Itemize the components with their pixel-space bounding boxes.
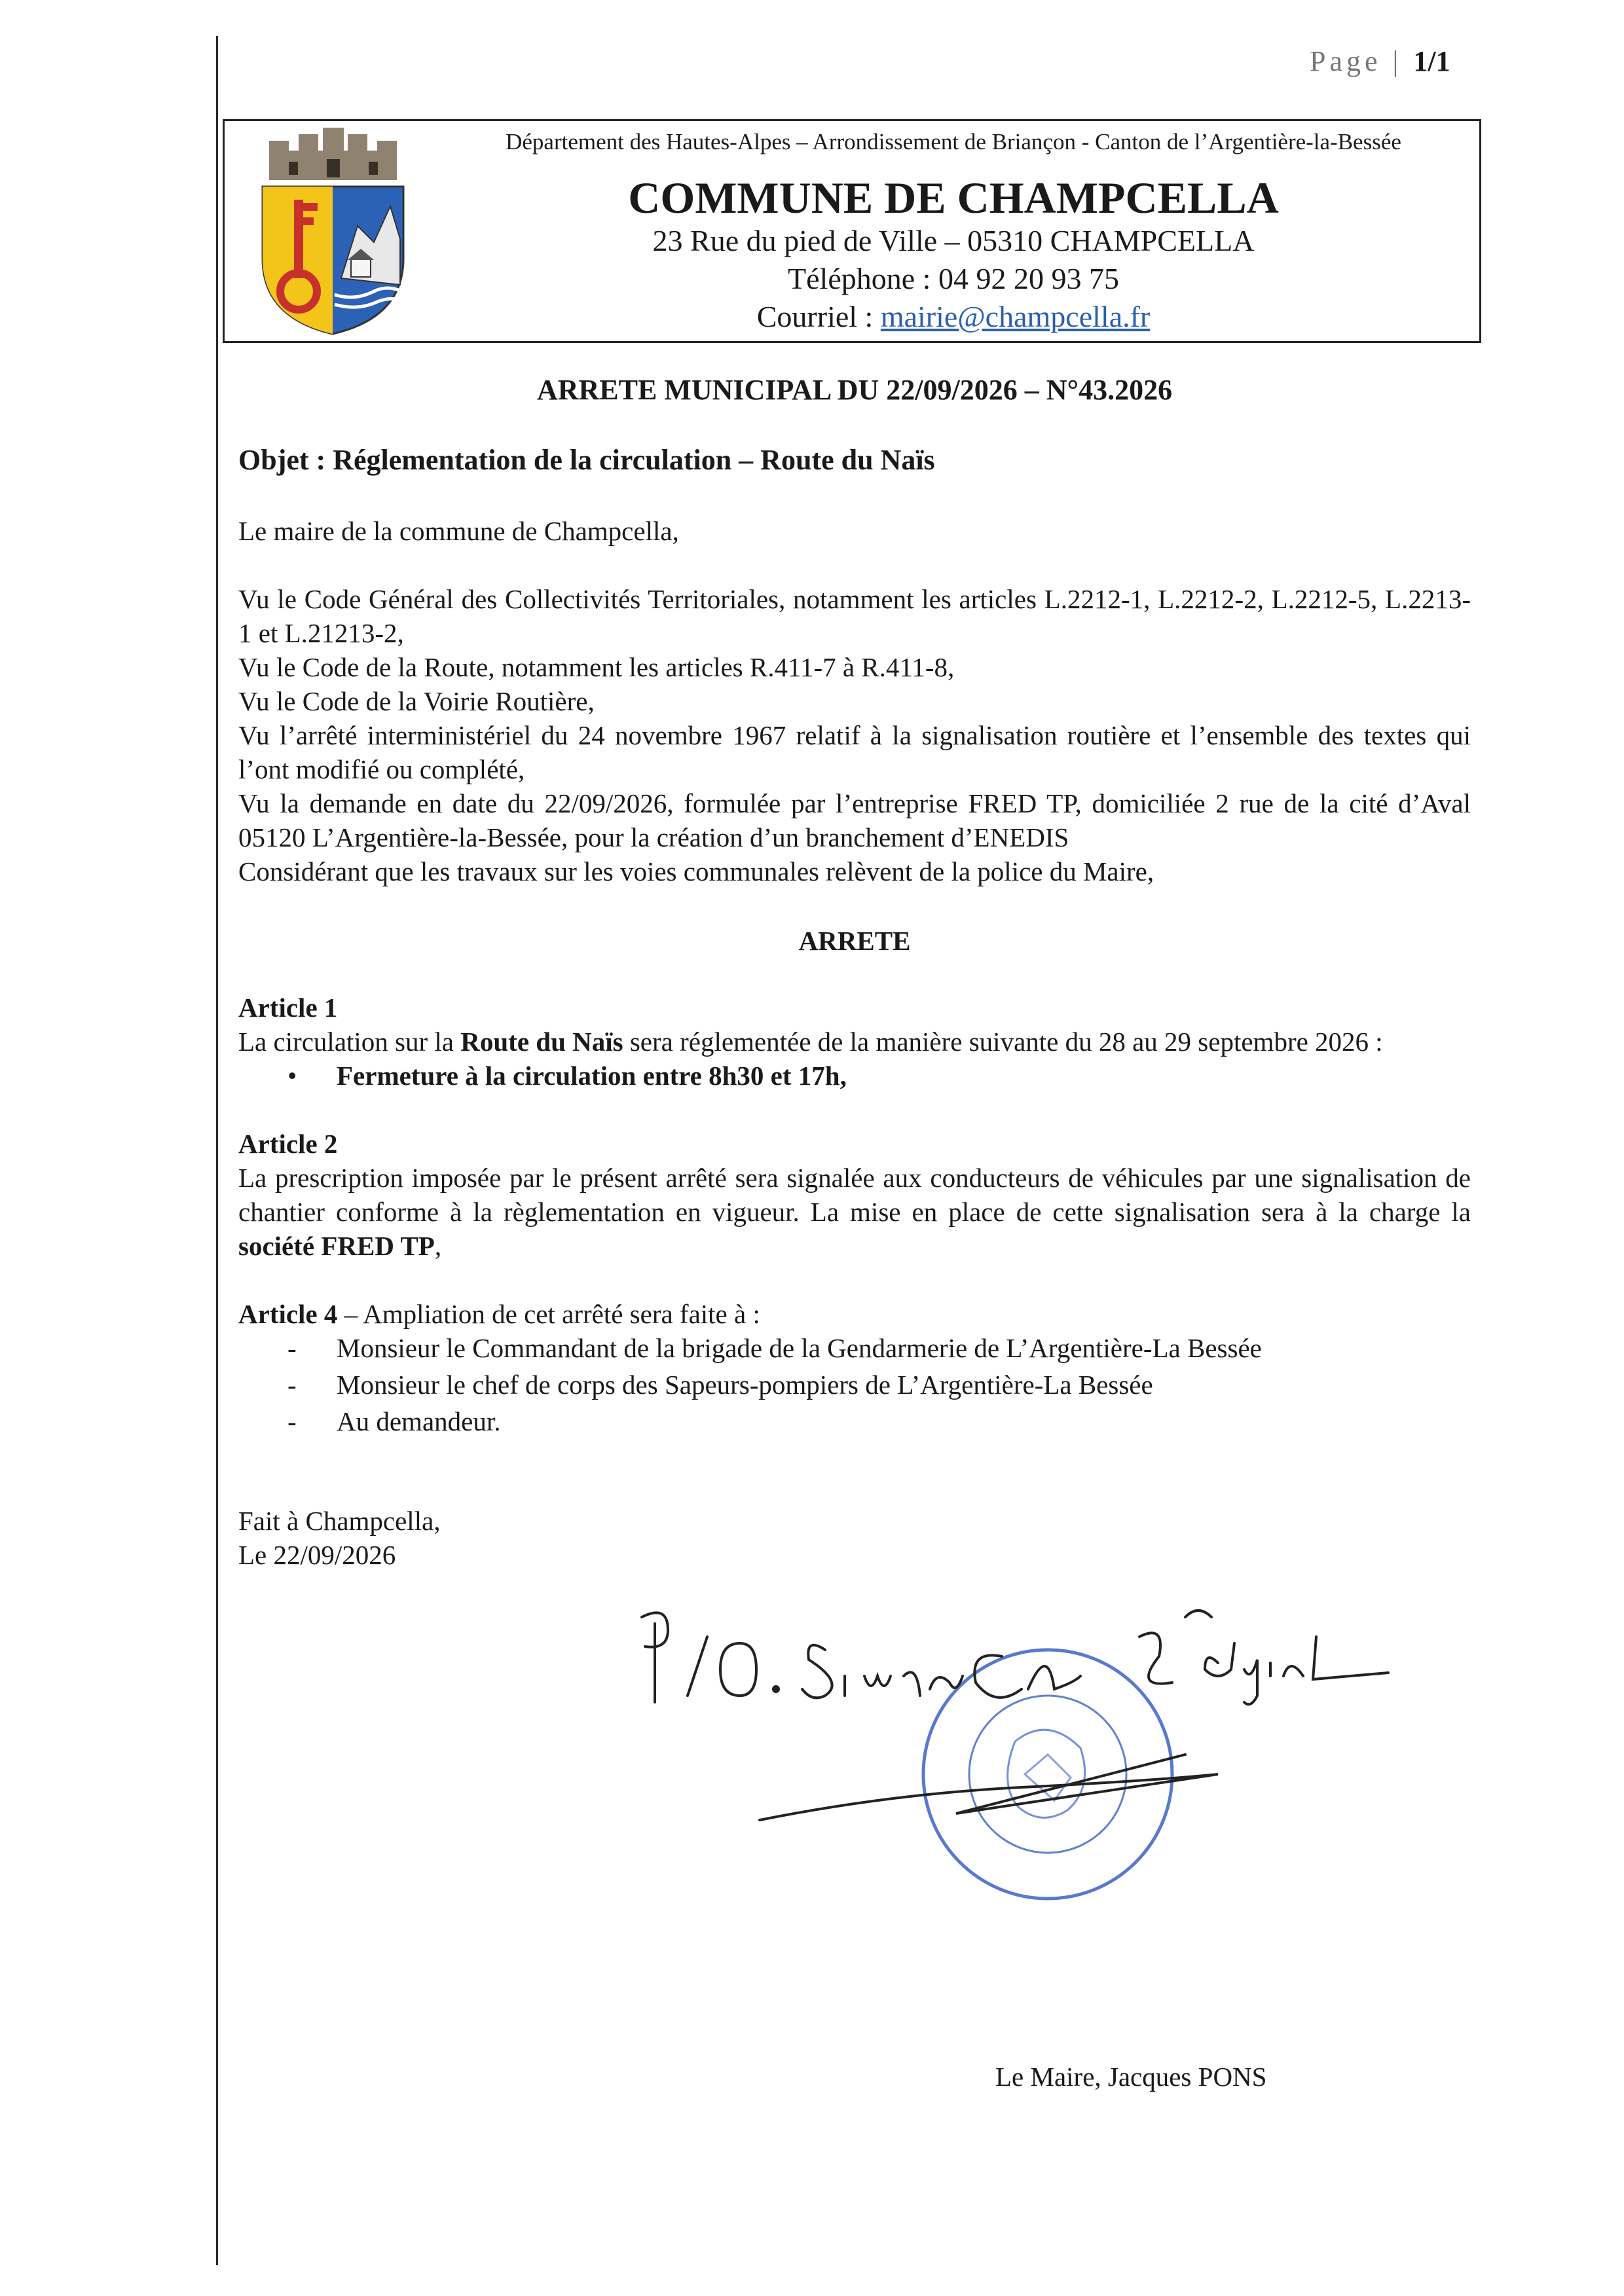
phone-line [428, 260, 1479, 298]
signature-date: Le 22/09/2026 [238, 1540, 396, 1570]
margin-line [216, 36, 218, 2265]
recipient-1: Monsieur le Commandant de la brigade de la Gendarmerie de L’Argentière-La Bessée [337, 1333, 1262, 1363]
article-4-title: Article 4 [238, 1299, 338, 1329]
considerant-1: Vu le Code Général des Collectivités Territoriales, notamment les articles L.2212-1, L.2212-2, L.2212-5, L.2213-1 et L.21213-2, [238, 584, 1471, 648]
considerants [238, 582, 1471, 888]
considerant-5: Vu la demande en date du 22/09/2026, formulée par l’entreprise FRED TP, domiciliée 2 rue de la cité d’Aval 05120 L’Argentière-la-Bessée, pour la création d’un branchement d’ENEDIS [238, 788, 1471, 852]
letterhead [223, 119, 1481, 343]
article-1-title: Article 1 [238, 993, 338, 1023]
considerant-3: Vu le Code de la Voirie Routière, [238, 686, 595, 716]
objet-text: Réglementation de la circulation – Route du Naïs [333, 444, 935, 476]
article-4-text: – Ampliation de cet arrêté sera faite à : [337, 1299, 760, 1329]
article-2 [238, 1127, 1471, 1263]
page-number: Page | 1/1 [1310, 45, 1450, 77]
intro-line: Le maire de la commune de Champcella, [238, 516, 679, 546]
company-name: société FRED TP [238, 1231, 435, 1261]
objet-label: Objet : [238, 444, 333, 476]
coat-of-arms-icon [243, 128, 423, 337]
email-line [428, 298, 1479, 336]
considerant-4: Vu l’arrêté interministériel du 24 novembre 1967 relatif à la signalisation routière et l’ensemble des textes qui l’ont modifié ou complété, [238, 720, 1471, 784]
article-1-list [238, 1059, 1471, 1093]
document-title: ARRETE MUNICIPAL DU 22/09/2026 – N°43.2026 [536, 374, 1173, 406]
bullet-icon: • [287, 1061, 297, 1091]
dash-marker: - [287, 1406, 297, 1436]
phone-number: 04 92 20 93 75 [938, 262, 1119, 295]
arrete-heading: ARRETE [798, 926, 911, 956]
list-item [238, 1404, 1471, 1438]
article-1-text-before: La circulation sur la [238, 1027, 461, 1057]
considerant-6: Considérant que les travaux sur les voies communales relèvent de la police du Maire, [238, 856, 1154, 886]
address: 23 Rue du pied de Ville – 05310 CHAMPCELLA [652, 224, 1255, 257]
recipient-2: Monsieur le chef de corps des Sapeurs-pompiers de L’Argentière-La Bessée [337, 1370, 1153, 1400]
email-link[interactable]: mairie@champcella.fr [880, 300, 1151, 333]
handwritten-signature [629, 1597, 1401, 1846]
list-item [238, 1059, 1471, 1093]
list-item [238, 1331, 1471, 1365]
fait-a: Fait à Champcella, [238, 1506, 441, 1536]
commune-name: COMMUNE DE CHAMPCELLA [628, 173, 1279, 223]
place-date [238, 1504, 1471, 1572]
email-label: Courriel : [756, 300, 881, 333]
article-2-body: La prescription imposée par le présent arrêté sera signalée aux conducteurs de véhicules par une signalisation de chantier conforme à la règlementation en vigueur. La mise en place de cette signalisation sera à la charge la [238, 1163, 1471, 1227]
article-2-text [238, 1161, 1471, 1263]
department-line: Département des Hautes-Alpes – Arrondissement de Briançon - Canton de l’Argentière-la-Bessée [506, 129, 1401, 155]
list-item [238, 1368, 1471, 1402]
article-4 [238, 1297, 1471, 1438]
dash-marker: - [287, 1333, 297, 1363]
objet-line [238, 443, 1471, 477]
phone-label: Téléphone : [788, 262, 938, 295]
document-body [238, 373, 1471, 1572]
considerant-2: Vu le Code de la Route, notamment les articles R.411-7 à R.411-8, [238, 652, 955, 682]
letterhead-text [428, 121, 1479, 336]
article-2-end: , [434, 1231, 442, 1261]
page-label: Page [1310, 45, 1382, 77]
article-1-text [238, 1025, 1471, 1059]
article-2-title: Article 2 [238, 1129, 338, 1159]
mayor-signature-line: Le Maire, Jacques PONS [995, 2062, 1267, 2092]
article-1 [238, 991, 1471, 1093]
dash-marker: - [287, 1370, 297, 1400]
article-4-intro [238, 1297, 1471, 1331]
route-name: Route du Naïs [460, 1027, 623, 1057]
closure-hours: Fermeture à la circulation entre 8h30 et 17h, [337, 1061, 847, 1091]
page-value: 1/1 [1413, 45, 1450, 77]
recipient-3: Au demandeur. [337, 1406, 501, 1436]
recipients-list [238, 1331, 1471, 1438]
article-1-text-after: sera réglementée de la manière suivante du 28 au 29 septembre 2026 : [623, 1027, 1383, 1057]
